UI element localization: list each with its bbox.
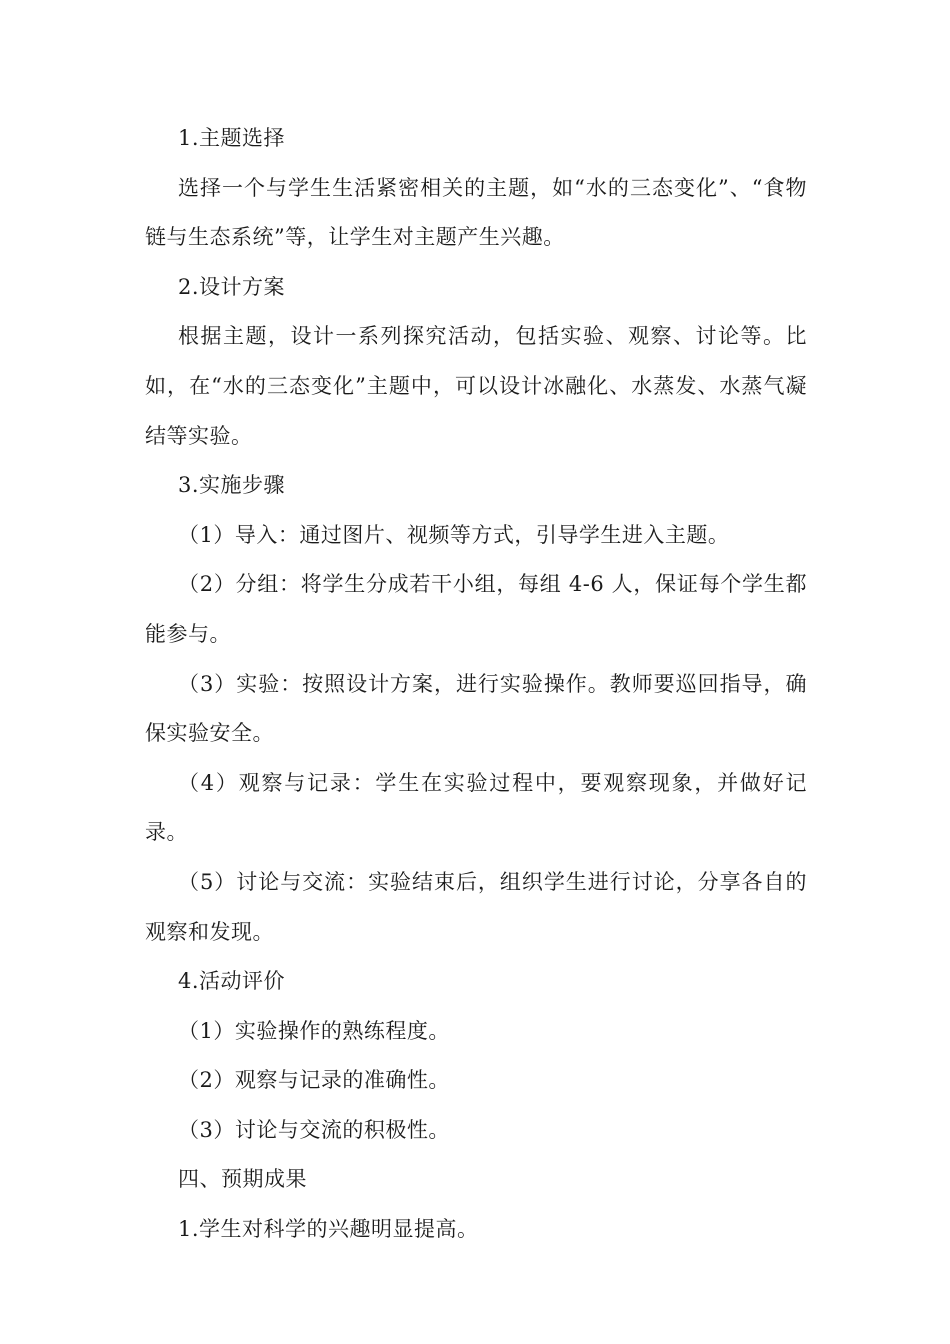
document-body bbox=[145, 114, 807, 1255]
paragraph-design-plan: 根据主题，设计一系列探究活动，包括实验、观察、讨论等。比如，在“水的三态变化”主题中，可以设计冰融化、水蒸发、水蒸气凝结等实验。 bbox=[145, 324, 807, 448]
step-observation: （4）观察与记录：学生在实验过程中，要观察现象，并做好记录。 bbox=[145, 770, 807, 845]
step-grouping: （2）分组：将学生分成若干小组，每组 4-6 人，保证每个学生都能参与。 bbox=[145, 572, 807, 646]
section-heading-expected-results: 四、预期成果 bbox=[178, 1167, 307, 1192]
section-heading-implementation: 3.实施步骤 bbox=[178, 473, 286, 498]
section-heading-topic-selection: 1.主题选择 bbox=[178, 126, 286, 150]
evaluation-item-3: （3）讨论与交流的积极性。 bbox=[178, 1117, 450, 1142]
section-heading-design-plan: 2.设计方案 bbox=[178, 274, 286, 299]
expected-result-1: 1.学生对科学的兴趣明显提高。 bbox=[178, 1217, 479, 1242]
evaluation-item-1: （1）实验操作的熟练程度。 bbox=[178, 1018, 450, 1043]
step-experiment: （3）实验：按照设计方案，进行实验操作。教师要巡回指导，确保实验安全。 bbox=[145, 671, 807, 746]
step-introduction: （1）导入：通过图片、视频等方式，引导学生进入主题。 bbox=[178, 522, 730, 547]
paragraph-topic-selection: 选择一个与学生生活紧密相关的主题，如“水的三态变化”、“食物链与生态系统”等，让学生对主题产生兴趣。 bbox=[145, 175, 807, 250]
evaluation-item-2: （2）观察与记录的准确性。 bbox=[178, 1068, 450, 1093]
section-heading-evaluation: 4.活动评价 bbox=[178, 969, 286, 994]
step-discussion: （5）讨论与交流：实验结束后，组织学生进行讨论，分享各自的观察和发现。 bbox=[145, 869, 807, 944]
